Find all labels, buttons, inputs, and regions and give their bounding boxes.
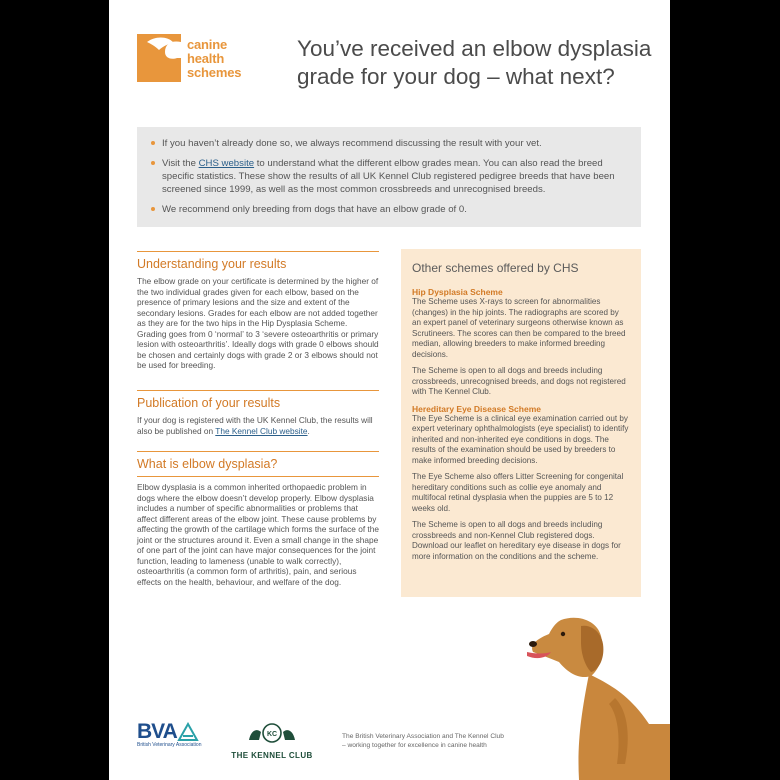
section-divider: [137, 390, 379, 391]
hip-scheme-heading: Hip Dysplasia Scheme: [412, 287, 503, 297]
leaflet-page: [109, 0, 670, 780]
eye-scheme-text: The Eye Scheme is a clinical eye examination carried out by expert veterinary ophthalmologists (eye specialist) to identify inherited and non-inherited eye conditions in dogs. The results of the examination should be used by breeders to make informed breeding decisions.: [412, 413, 629, 465]
what-is-section: [137, 451, 379, 587]
kennel-club-website-link[interactable]: The Kennel Club website: [215, 425, 308, 436]
logo-line-1: canine: [187, 37, 227, 52]
eye-scheme-heading: Hereditary Eye Disease Scheme: [412, 403, 541, 414]
bullet-item: [151, 137, 629, 150]
chs-website-link[interactable]: CHS website: [198, 158, 255, 169]
kc-badge-text: KC: [266, 731, 278, 738]
bullet-item: [151, 203, 629, 216]
logo-wordmark: [187, 38, 241, 80]
section-heading: Understanding your results: [137, 257, 287, 271]
bullet-text: We recommend only breeding from dogs that have an elbow grade of 0.: [162, 204, 467, 215]
partnership-line-1: The British Veterinary Association and The Kennel Club: [342, 733, 504, 740]
chs-logo: [137, 32, 255, 84]
bullet-dot-icon: [151, 141, 155, 145]
publication-text-pre: If your dog is registered with the UK Kennel Club, the results will also be published on: [137, 415, 373, 436]
bva-wordmark: BVA: [137, 720, 177, 743]
panel-heading: Other schemes offered by CHS: [412, 261, 579, 275]
partnership-note: [342, 732, 532, 750]
publication-section: [137, 390, 379, 436]
section-body: Elbow dysplasia is a common inherited orthopaedic problem in dogs where the elbow doesn’t develop properly. Elbow dysplasia includes a number of specific abnormalities or problems that affect different areas of the elbow joint. These cause problems by affecting the growth of the cartilage which forms the surface of the joint or the structures around it. Even a small change in the shape of one part of the joint can have major consequences for the joint function, leading to lameness (unable to walk correctly), osteoarthritis (a common form of arthritis), pain, and serious effects on the health, behaviour, and welfare of the dog.: [137, 482, 379, 587]
section-body: The elbow grade on your certificate is determined by the higher of the two individual grades given for each elbow, based on the presence of primary lesions and the size and extent of the secondary lesions. Grades for each elbow are not added together as they are for the two hips in the Hip Dysplasia Scheme. Grading goes from 0 ‘normal’ to 3 ‘severe osteoarthritis or primary lesion with osteoarthritis’. Ideally dogs with grade 0 elbows should be chosen and certainly dogs with grade 2 or 3 elbows should not be used for breeding.: [137, 276, 379, 370]
bva-logo: [137, 720, 201, 748]
kennel-club-logo: [224, 722, 320, 760]
logo-line-3: schemes: [187, 65, 242, 80]
kennel-club-wordmark: THE KENNEL CLUB: [231, 751, 313, 760]
section-divider: [137, 476, 379, 477]
partnership-line-2: – working together for excellence in canine health: [342, 742, 487, 749]
golden-retriever-illustration: [519, 614, 670, 780]
eye-scheme-text: The Scheme is open to all dogs and breeds including crossbreeds and non-Kennel Club registered dogs. Download our leaflet on hereditary eye disease in dogs for more information on the conditions and the scheme.: [412, 520, 621, 561]
other-schemes-panel: [401, 249, 641, 597]
eye-scheme-text: The Eye Scheme also offers Litter Screening for congenital hereditary conditions such as collie eye anomaly and multifocal retinal dysplasia when the puppies are 5 to 12 weeks old.: [412, 472, 624, 513]
understanding-section: [137, 251, 379, 371]
bva-full-name: British Veterinary Association: [137, 742, 202, 748]
section-heading: Publication of your results: [137, 396, 281, 410]
logo-line-2: health: [187, 51, 225, 66]
bullet-text: If you haven’t already done so, we always recommend discussing the result with your vet.: [162, 138, 542, 149]
bullet-item: [151, 157, 629, 196]
kennel-club-crest-icon: [245, 722, 299, 744]
bullet-dot-icon: [151, 207, 155, 211]
publication-text-post: .: [307, 425, 310, 436]
hip-scheme-text: The Scheme uses X-rays to screen for abnormalities (changes) in the hip joints. The radiographs are scored by an expert panel of veterinary surgeons otherwise known as Scrutineers. The scores can then be compared to the breed median, allowing breeders to make informed breeding decisions.: [412, 297, 626, 359]
page-title: You’ve received an elbow dysplasia grade for your dog – what next?: [297, 36, 652, 89]
bullet-dot-icon: [151, 161, 155, 165]
section-heading: What is elbow dysplasia?: [137, 457, 278, 471]
bullet-text-pre: Visit the: [162, 158, 199, 169]
section-divider: [137, 251, 379, 252]
bva-emblem-icon: [177, 722, 199, 742]
hip-scheme-text: The Scheme is open to all dogs and breeds including crossbreeds, unrecognised breeds, and dogs not registered with The Kennel Club.: [412, 366, 626, 396]
bullet-text-post: to understand what the different elbow grades mean. You can also read the breed specific statistics. These show the results of all UK Kennel Club registered pedigree breeds that have been screened since 1999, as well as the most common crossbreeds and unrecognised breeds.: [162, 158, 615, 195]
section-body: [137, 415, 379, 436]
section-divider: [137, 451, 379, 452]
recommendations-box: [137, 127, 641, 227]
